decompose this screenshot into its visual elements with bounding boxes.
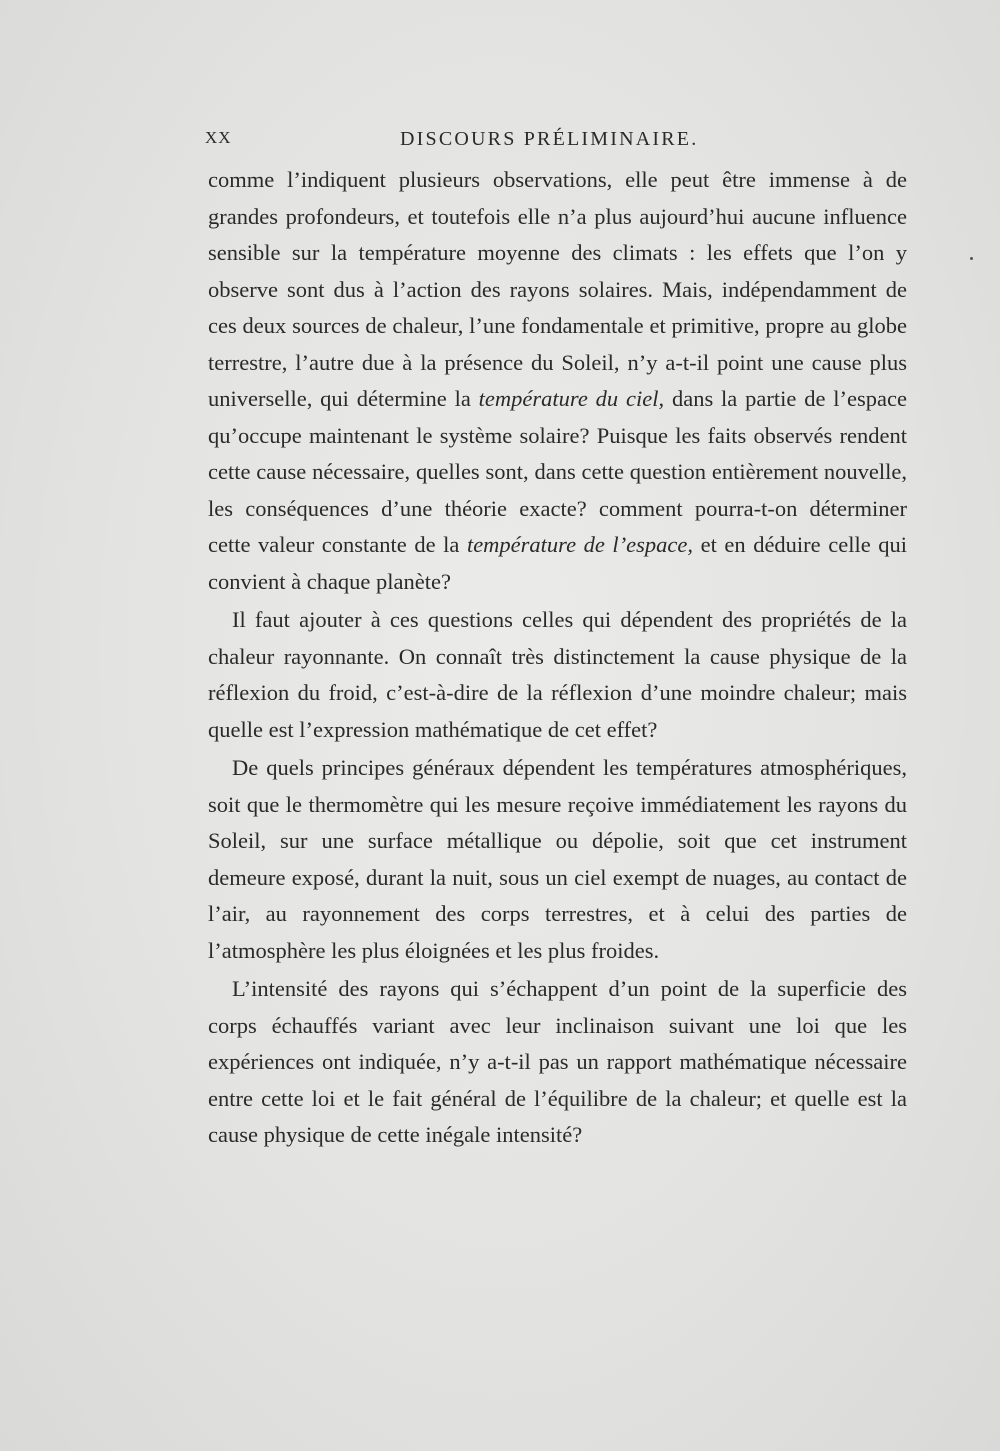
- italic-phrase-temperature-de-l-espace: température de l’espace,: [466, 532, 694, 557]
- paragraph-1-text-c: et en déduire celle qui convient à chaque planète?: [208, 532, 907, 594]
- italic-phrase-temperature-du-ciel: température du ciel,: [478, 386, 665, 411]
- paragraph-3: De quels principes généraux dépendent les températures atmosphériques, soit que le thermomètre qui les mesure reçoive immédiatement les rayons du Soleil, sur une surface métallique ou dépolie, soit que cet instrument demeure exposé, durant la nuit, sous un ciel exempt de nuages, au contact de l’air, au rayonnement des corps terrestres, et à celui des parties de l’atmosphère les plus éloignées et les plus froides.: [208, 755, 907, 963]
- paragraph-4: L’intensité des rayons qui s’échappent d’un point de la superficie des corps échauffés variant avec leur inclinaison suivant une loi que les expériences ont indiquée, n’y a-t-il pas un rapport mathématique nécessaire entre cette loi et le fait général de l’équilibre de la chaleur; et quelle est la cause physique de cette inégale intensité?: [208, 976, 907, 1147]
- page-number: XX: [205, 128, 232, 147]
- body-text: [208, 162, 907, 1154]
- paragraph-1: [208, 162, 907, 600]
- paragraph-1-text-a: comme l’indiquent plusieurs observations, elle peut être immense à de grandes profondeurs, et toutefois elle n’a plus aujourd’hui aucune influence sensible sur la température moyenne des climats : les effets que l’on y observe sont dus à l’action des rayons solaires. Mais, indépendamment de ces deux sources de chaleur, l’une fondamentale et primitive, propre au globe terrestre, l’autre due à la présence du Soleil, n’y a-t-il point une cause plus universelle, qui détermine la: [208, 167, 907, 411]
- paragraph-2: Il faut ajouter à ces questions celles qui dépendent des propriétés de la chaleur rayonnante. On connaît très distinctement la cause physique de la réflexion du froid, c’est-à-dire de la réflexion d’une moindre chaleur; mais quelle est l’expression mathématique de cet effet?: [208, 607, 907, 742]
- page-header: [205, 128, 910, 158]
- running-title: DISCOURS PRÉLIMINAIRE.: [400, 128, 699, 150]
- paper-speck: [970, 257, 973, 260]
- paragraph-1-text-b: dans la partie de l’espace qu’occupe maintenant le système solaire? Puisque les faits observés rendent cette cause nécessaire, quelles sont, dans cette question entièrement nouvelle, les conséquences d’une théorie exacte? comment pourra-t-on déterminer cette valeur constante de la: [208, 386, 907, 557]
